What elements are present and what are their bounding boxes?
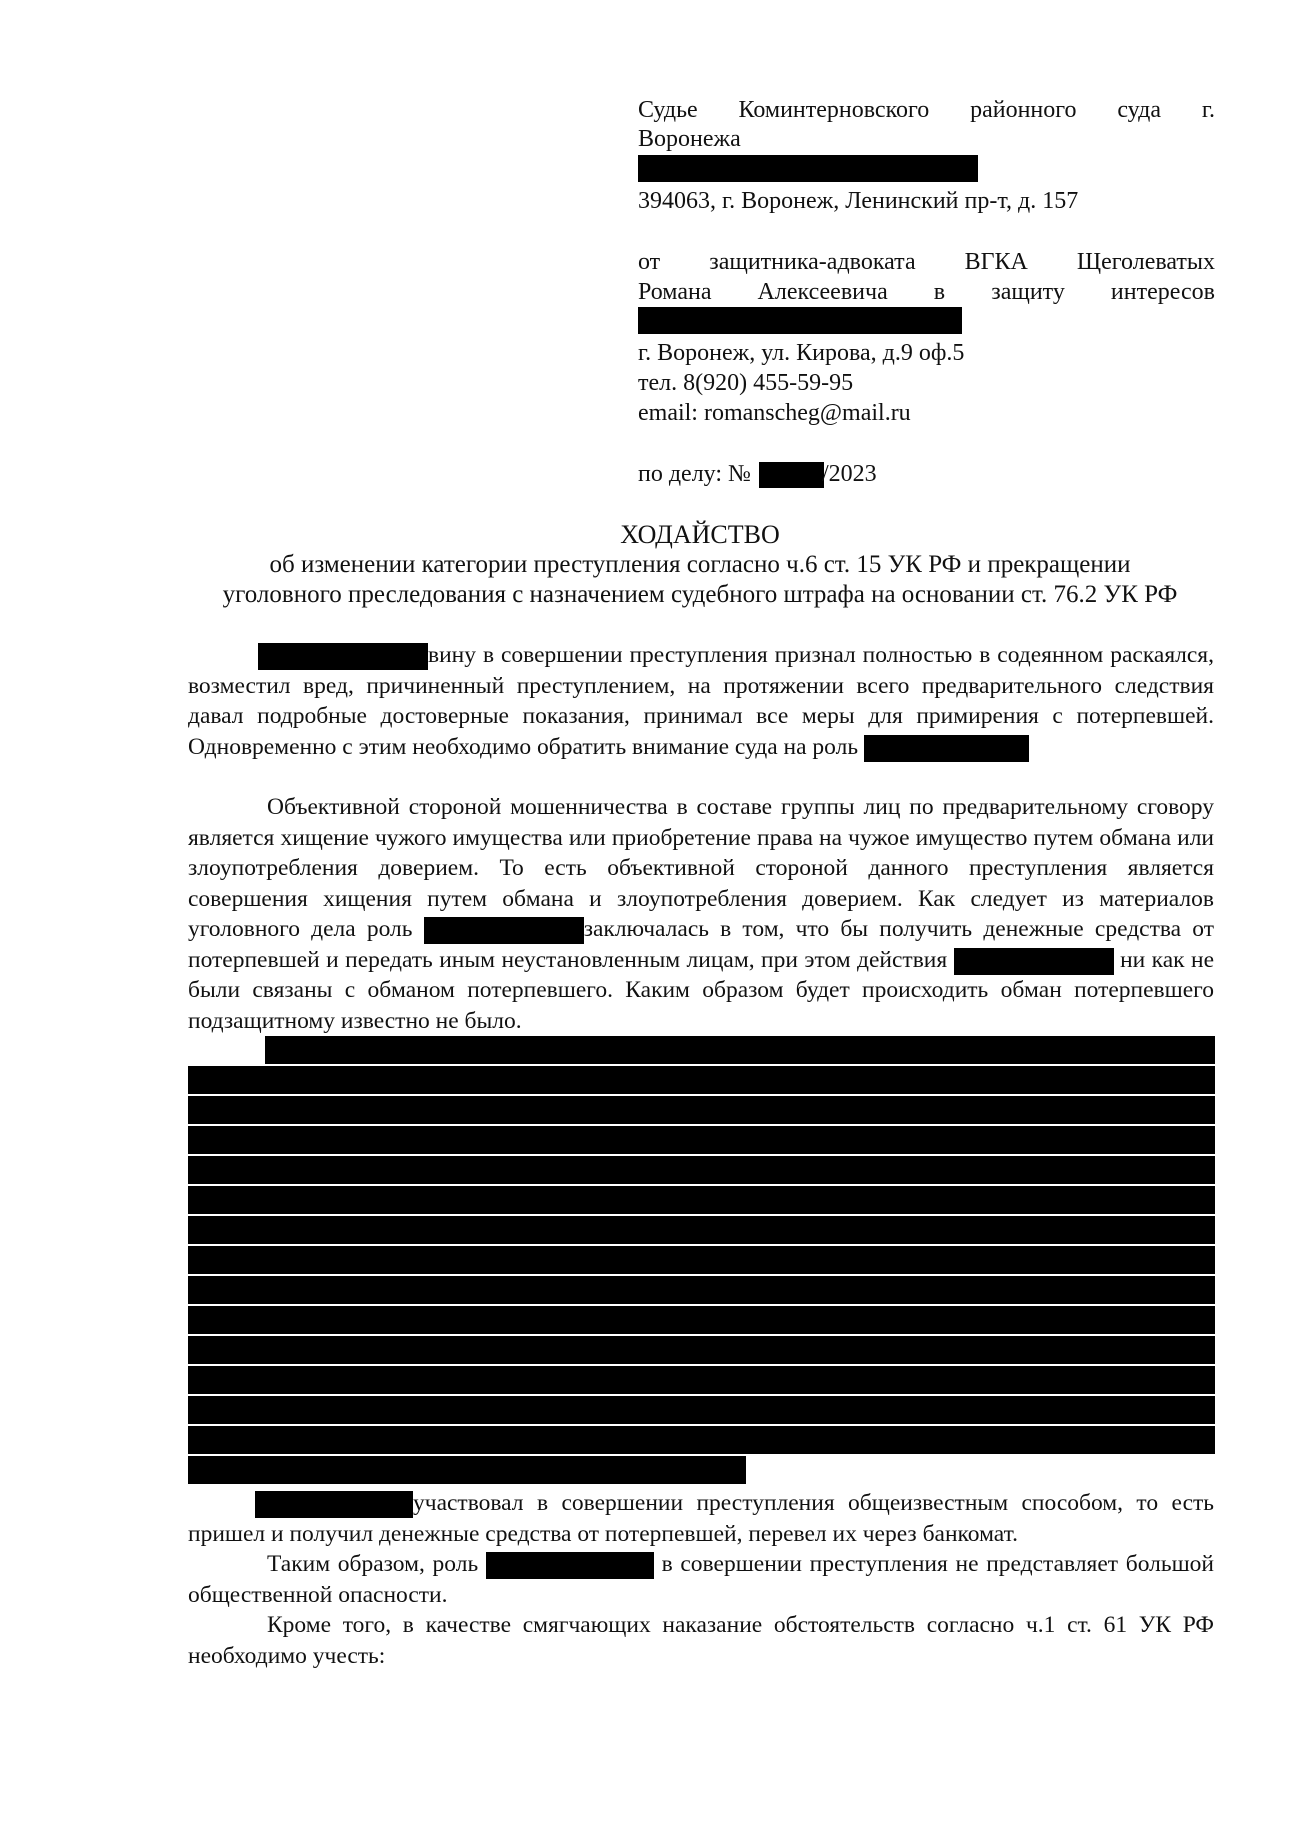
addressee-line-1: Судье Коминтерновского районного суда г. xyxy=(638,97,1215,123)
case-suffix: /2023 xyxy=(821,461,877,487)
redaction-line xyxy=(188,1216,1215,1244)
redaction-line xyxy=(188,1276,1215,1304)
redaction-line xyxy=(188,1366,1215,1394)
redaction-defendant-name xyxy=(954,948,1114,975)
addressee-line-2: Воронежа xyxy=(638,126,741,152)
paragraph-2-text-b: заключалась в том, что бы получить денежные средства от потерпевшей и передать иным неустановленным лицам, при этом действия xyxy=(188,916,1214,973)
redaction-defendant-name xyxy=(255,1491,413,1518)
redaction-client-name xyxy=(638,307,962,334)
redaction-line xyxy=(188,1096,1215,1124)
paragraph-2-text-c: ни как не были связаны с обманом потерпевшего. Каким образом будет происходить обман потерпевшего подзащитному известно не было. xyxy=(188,946,1215,1034)
paragraph-3-text: участвовал в совершении преступления общеизвестным способом, то есть пришел и получил денежные средства от потерпевшей, перевел их через банкомат. xyxy=(188,1490,1214,1547)
redaction-defendant-name xyxy=(486,1552,654,1579)
lawyer-phone: тел. 8(920) 455-59-95 xyxy=(638,370,854,396)
paragraph-2 xyxy=(188,792,1214,1036)
redaction-line xyxy=(188,1396,1215,1424)
redaction-line xyxy=(188,1186,1215,1214)
redaction-line xyxy=(188,1336,1215,1364)
redaction-line xyxy=(265,1036,1215,1064)
paragraph-4 xyxy=(188,1549,1214,1610)
from-line-2: Романа Алексеевича в защиту интересов xyxy=(638,279,1215,305)
paragraph-5 xyxy=(188,1610,1214,1671)
document-subtitle-2: уголовного преследования с назначением судебного штрафа на основании ст. 76.2 УК РФ xyxy=(222,581,1178,608)
redaction-defendant-name xyxy=(864,735,1029,762)
redaction-judge-name xyxy=(638,155,978,182)
case-number xyxy=(638,459,1215,489)
paragraph-1-text: вину в совершении преступления признал полностью в содеянном раскаялся, возместил вред, причиненный преступлением, на протяжении всего предварительного следствия давал подробные достоверные показания, принимал все меры для примирения с потерпевшей. Одновременно с этим необходимо обратить внимание суда на роль xyxy=(188,642,1214,760)
redaction-defendant-name xyxy=(258,643,428,670)
redaction-line xyxy=(188,1066,1215,1094)
document-title: ХОДАЙСТВО xyxy=(620,520,780,549)
redaction-line xyxy=(188,1126,1215,1154)
redaction-line xyxy=(188,1456,746,1484)
case-prefix: по делу: № xyxy=(638,461,751,487)
redaction-line xyxy=(188,1426,1215,1454)
paragraph-1 xyxy=(188,640,1214,762)
lawyer-email: email: romanscheg@mail.ru xyxy=(638,400,911,426)
redaction-line xyxy=(188,1246,1215,1274)
redaction-line xyxy=(188,1306,1215,1334)
from-line-1: от защитника-адвоката ВГКА Щеголеватых xyxy=(638,249,1215,275)
paragraph-4-text-b: в совершении преступления не представляет большой общественной опасности. xyxy=(188,1551,1215,1608)
document-subtitle-1: об изменении категории преступления согласно ч.6 ст. 15 УК РФ и прекращении xyxy=(269,551,1131,578)
paragraph-5-text: Кроме того, в качестве смягчающих наказание обстоятельств согласно ч.1 ст. 61 УК РФ необходимо учесть: xyxy=(188,1612,1214,1669)
redaction-defendant-name xyxy=(424,917,584,944)
paragraph-4-text-a: Таким образом, роль xyxy=(267,1551,479,1577)
paragraph-2-text-a: Объективной стороной мошенничества в составе группы лиц по предварительному сговору является хищение чужого имущества или приобретение права на чужое имущество путем обмана или злоупотребления доверием. То есть объективной стороной данного преступления является совершения хищения путем обмана и злоупотребления доверием. Как следует из материалов уголовного дела роль xyxy=(188,794,1214,942)
paragraph-3 xyxy=(188,1488,1214,1549)
redaction-line xyxy=(188,1156,1215,1184)
court-address: 394063, г. Воронеж, Ленинский пр-т, д. 157 xyxy=(638,188,1079,214)
redaction-case-number xyxy=(759,462,824,488)
lawyer-address: г. Воронеж, ул. Кирова, д.9 оф.5 xyxy=(638,340,965,366)
